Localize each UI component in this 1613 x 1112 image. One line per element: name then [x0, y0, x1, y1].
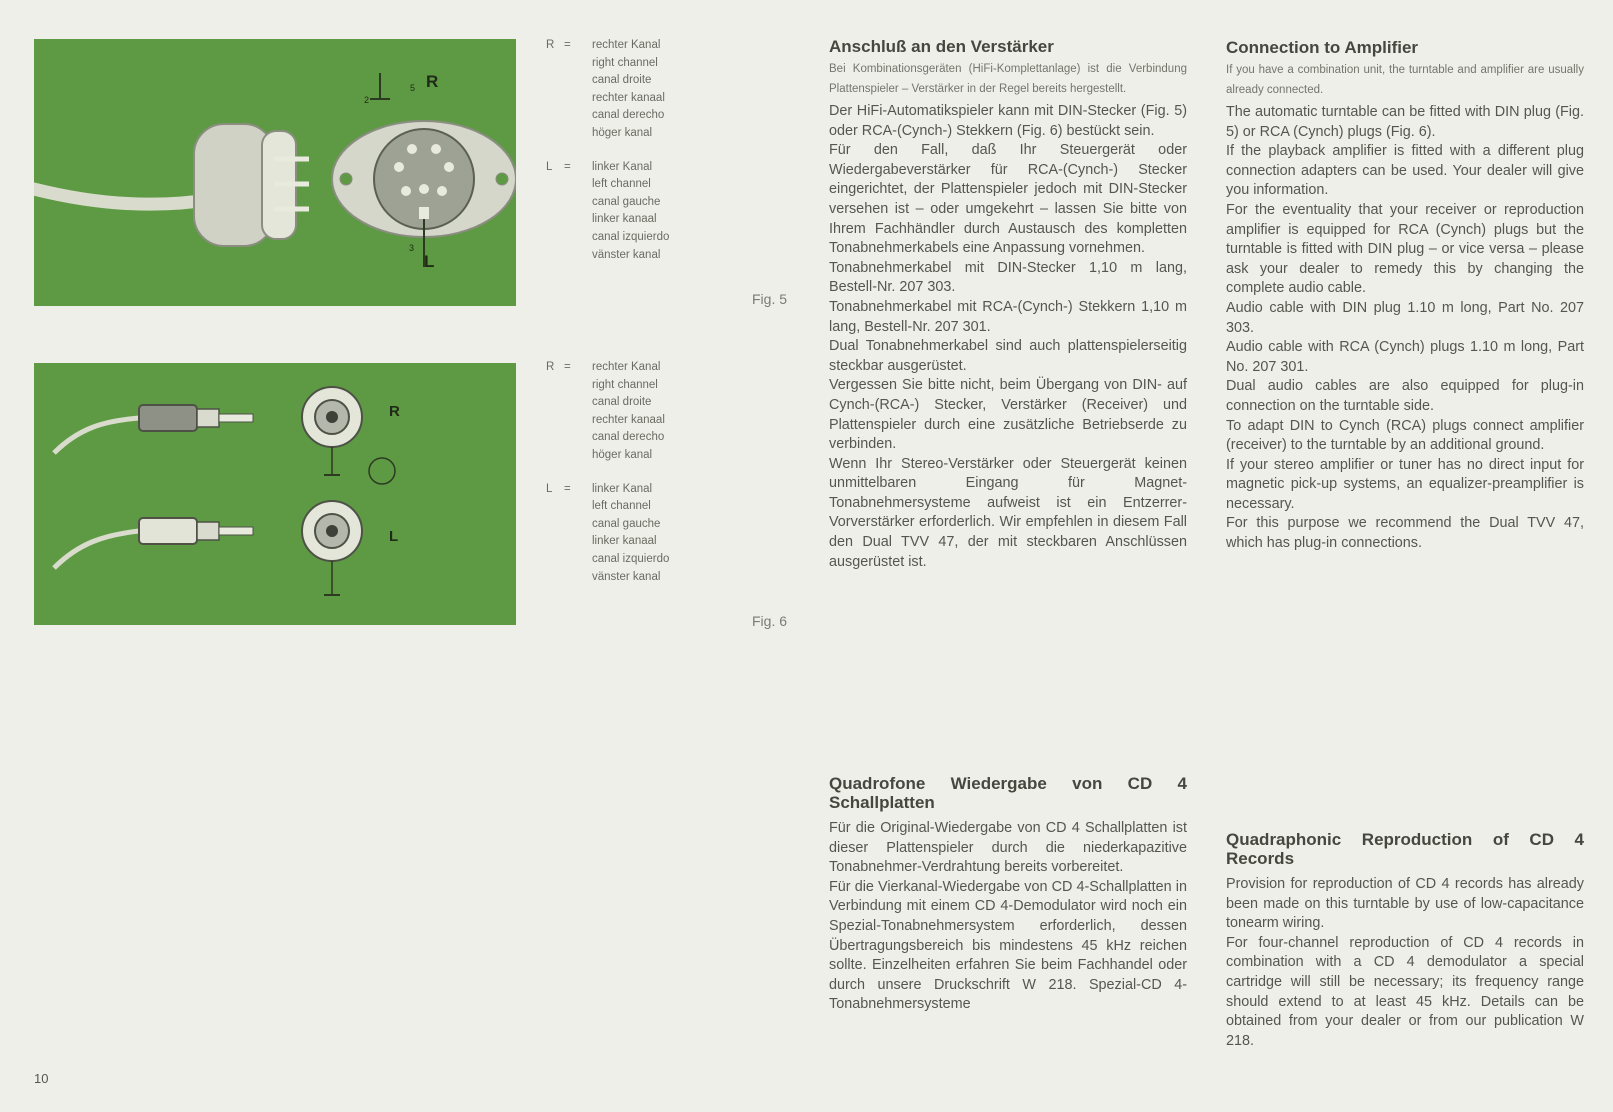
paragraph: Audio cable with DIN plug 1.10 m long, Part No. 207 303. — [1226, 299, 1584, 336]
legend-l-line: canal gauche — [592, 195, 661, 208]
legend-l-line: vänster kanal — [592, 570, 661, 583]
section-heading: Quadraphonic Reproduction of CD 4 Records — [1226, 830, 1584, 868]
paragraph: Tonabnehmerkabel mit DIN-Stecker 1,10 m lang, Bestell-Nr. 207 303. — [829, 259, 1187, 296]
paragraph: For four-channel reproduction of CD 4 records in combination with a CD 4 demodulator a special cartridge will still be necessary; its frequency range should extend to at least 45 kHz. Details can be obtained from your dealer or from our publication W 218. — [1226, 934, 1584, 1049]
german-quadro-section — [829, 774, 1187, 1015]
page-number: 10 — [34, 1071, 49, 1086]
english-quadro-section — [1226, 830, 1584, 1051]
english-connection-section — [1226, 38, 1584, 554]
paragraph: Für den Fall, daß Ihr Steuergerät oder Wiedergabeverstärker für RCA-(Cynch-) Stecker eingerichtet, der Plattenspieler jedoch mit DIN-Stecker versehen ist – oder umgekehrt – lassen Sie bitte von Ihrem Fachhändler durch Austausch des kompletten Tonabnehmerkabels eine Anpassung vornehmen. — [829, 142, 1187, 257]
legend-l-line: canal gauche — [592, 517, 661, 530]
legend-l-key: L — [546, 482, 553, 495]
section-heading: Connection to Amplifier — [1226, 38, 1419, 57]
fig6-legend — [546, 359, 716, 586]
legend-l-line: left channel — [592, 178, 651, 191]
paragraph: Audio cable with RCA (Cynch) plugs 1.10 m long, Part No. 207 301. — [1226, 339, 1584, 375]
legend-r-line: canal droite — [592, 74, 652, 87]
paragraph: Vergessen Sie bitte nicht, beim Übergang von DIN- auf Cynch-(RCA-) Stecker, Verstärker (Receiver) und Plattenspieler durch eine zusätzliche Betriebserde zu verbinden. — [829, 377, 1187, 453]
fig5-label: Fig. 5 — [752, 291, 788, 307]
section-heading: Anschluß an den Verstärker — [829, 37, 1054, 56]
section-heading: Quadrofone Wiedergabe von CD 4 Schallplatten — [829, 774, 1187, 812]
legend-l-line: vänster kanal — [592, 248, 661, 261]
rca-plug-left-icon — [139, 518, 197, 544]
fig6-label: Fig. 6 — [752, 613, 788, 629]
paragraph: If your stereo amplifier or tuner has no direct input for magnetic pick-up systems, an equalizer-preamplifier is necessary. — [1226, 456, 1584, 512]
paragraph: To adapt DIN to Cynch (RCA) plugs connect amplifier (receiver) to the turntable by an additional ground. — [1226, 417, 1584, 454]
german-connection-section — [829, 37, 1187, 572]
section-intro: Bei Kombinationsgeräten (HiFi-Komplettanlage) ist die Verbindung Plattenspieler – Verstärker in der Regel bereits hergestellt. — [829, 63, 1187, 95]
rca-plug-right-icon — [139, 405, 197, 431]
legend-r-line: rechter Kanal — [592, 39, 661, 51]
paragraph: Provision for reproduction of CD 4 records has already been made on this turntable by use of low-capacitance tonearm wiring. — [1226, 876, 1584, 932]
paragraph: Dual audio cables are also equipped for plug-in connection on the turntable side. — [1226, 378, 1584, 414]
legend-r-eq: = — [564, 39, 571, 51]
legend-r-key: R — [546, 39, 555, 51]
legend-r-line: höger kanal — [592, 126, 653, 139]
paragraph: Tonabnehmerkabel mit RCA-(Cynch-) Stekkern 1,10 m lang, Bestell-Nr. 207 301. — [829, 298, 1187, 335]
fig5-legend — [546, 37, 716, 264]
paragraph: If the playback amplifier is fitted with a different plug connection adapters can be used. Your dealer will give you information. — [1226, 143, 1584, 199]
legend-l-line: canal izquierdo — [592, 230, 670, 243]
paragraph: Der HiFi-Automatikspieler kann mit DIN-Stecker (Fig. 5) oder RCA-(Cynch-) Stekkern (Fig. 6) bestückt sein. — [829, 103, 1187, 139]
paragraph: Für die Original-Wiedergabe von CD 4 Schallplatten ist dieser Plattenspieler durch die niederkapazitive Tonabnehmer-Verdrahtung bereits vorbereitet. — [829, 820, 1187, 876]
legend-r-line: höger kanal — [592, 448, 653, 461]
legend-r-line: canal derecho — [592, 109, 665, 122]
din-pin3-label: 3 — [409, 243, 415, 253]
section-intro: If you have a combination unit, the turntable and amplifier are usually already connected. — [1226, 64, 1584, 96]
legend-l-row — [546, 159, 716, 265]
rca-l-label: L — [389, 528, 399, 545]
legend-l-eq: = — [564, 160, 571, 173]
legend-l-line: linker kanaal — [592, 535, 657, 548]
fig6-illustration — [34, 363, 516, 625]
legend-r-row — [546, 359, 716, 465]
paragraph: The automatic turntable can be fitted with DIN plug (Fig. 5) or RCA (Cynch) plugs (Fig. 6). — [1226, 104, 1584, 140]
legend-r-line: right channel — [592, 378, 658, 391]
fig5-illustration — [34, 39, 516, 306]
rca-r-label: R — [389, 403, 400, 420]
legend-l-row — [546, 481, 716, 587]
din-plug-drawing — [34, 39, 516, 306]
paragraph: Dual Tonabnehmerkabel sind auch plattenspielerseitig steckbar ausgerüstet. — [829, 338, 1187, 374]
legend-r-key: R — [546, 361, 555, 373]
legend-l-line: canal izquierdo — [592, 552, 670, 565]
legend-l-eq: = — [564, 482, 571, 495]
legend-l-line: left channel — [592, 500, 651, 513]
din-l-label: L — [424, 252, 435, 271]
paragraph: Wenn Ihr Stereo-Verstärker oder Steuergerät keinen unmittelbaren Eingang für Magnet-Tonabnehmersysteme aufweist ist ein Entzerrer-Vorverstärker erforderlich. Wir empfehlen in diesem Fall den Dual TVV 47, der mit steckbaren Anschlüssen ausgerüstet ist. — [829, 455, 1187, 570]
legend-r-eq: = — [564, 361, 571, 373]
legend-r-line: canal derecho — [592, 431, 665, 444]
legend-r-line: canal droite — [592, 396, 652, 409]
legend-l-line: linker kanaal — [592, 213, 657, 226]
paragraph: For the eventuality that your receiver or reproduction amplifier is equipped for RCA (Cynch) plugs but the turntable is fitted with DIN plug – or vice versa – please ask your dealer to remedy this by changing the complete audio cable. — [1226, 201, 1584, 297]
legend-r-line: rechter kanaal — [592, 413, 665, 426]
legend-r-line: right channel — [592, 56, 658, 69]
paragraph: Für die Vierkanal-Wiedergabe von CD 4-Schallplatten in Verbindung mit einem CD 4-Demodulator wird noch ein Spezial-Tonabnehmersystem erforderlich, dessen Übertragungsbereich bis mindestens 45 kHz reichen sollte. Einzelheiten erfahren Sie beim Fachhandel oder durch unsere Druckschrift W 218. Spezial-CD 4-Tonabnehmersysteme — [829, 878, 1187, 1013]
legend-r-row — [546, 37, 716, 143]
din-pin5-label: 5 — [410, 83, 416, 93]
ground-symbol-icon — [369, 458, 395, 484]
legend-r-line: rechter kanaal — [592, 91, 665, 104]
paragraph: For this purpose we recommend the Dual TVV 47, which has plug-in connections. — [1226, 515, 1584, 552]
rca-plug-drawing — [34, 363, 516, 625]
legend-r-line: rechter Kanal — [592, 361, 661, 373]
legend-l-key: L — [546, 160, 553, 173]
din-r-label: R — [426, 72, 439, 91]
din-pin2-label: 2 — [364, 95, 370, 105]
legend-l-line: linker Kanal — [592, 160, 653, 173]
legend-l-line: linker Kanal — [592, 482, 653, 495]
